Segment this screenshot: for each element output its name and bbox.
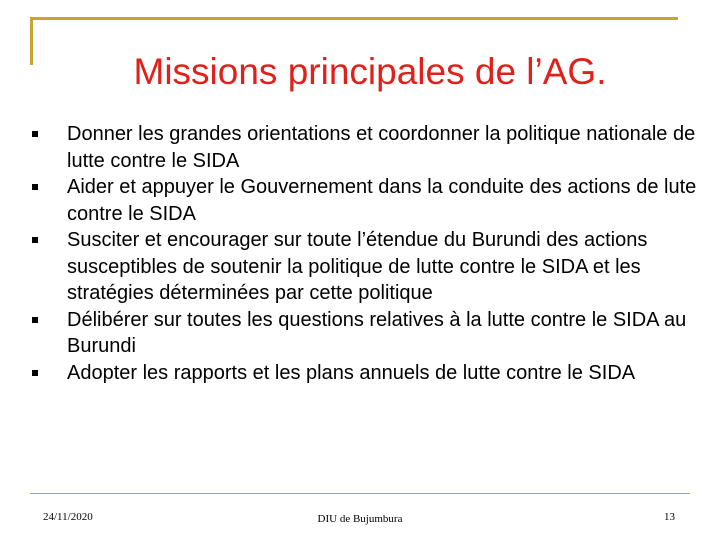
bullet-item	[30, 307, 705, 360]
bullet-item	[30, 227, 705, 307]
bullet-text: Aider et appuyer le Gouvernement dans la conduite des actions de lute contre le SIDA	[67, 176, 697, 225]
bullet-text: Donner les grandes orientations et coordonner la politique nationale de lutte contre le SIDA	[67, 123, 696, 172]
square-bullet-icon	[32, 184, 38, 190]
bullet-text: Adopter les rapports et les plans annuels de lutte contre le SIDA	[67, 361, 636, 384]
square-bullet-icon	[32, 317, 38, 323]
bullet-item	[30, 360, 705, 387]
frame-top-line	[30, 17, 678, 20]
square-bullet-icon	[32, 370, 38, 376]
bullet-item	[30, 174, 705, 227]
footer-organization: DIU de Bujumbura	[317, 513, 403, 525]
square-bullet-icon	[32, 131, 38, 137]
bullet-list	[30, 121, 705, 386]
footer-divider	[30, 493, 690, 494]
square-bullet-icon	[32, 237, 38, 243]
page-number: 13	[664, 511, 675, 523]
bullet-text: Délibérer sur toutes les questions relatives à la lutte contre le SIDA au Burundi	[67, 308, 687, 357]
bullet-text: Susciter et encourager sur toute l’étendue du Burundi des actions susceptibles de soutenir la politique de lutte contre le SIDA et les stratégies déterminées par cette politique	[67, 229, 648, 304]
slide-title: Missions principales de l’AG.	[133, 51, 607, 92]
frame-left-line	[30, 17, 33, 65]
footer-date: 24/11/2020	[43, 511, 93, 523]
bullet-item	[30, 121, 705, 174]
